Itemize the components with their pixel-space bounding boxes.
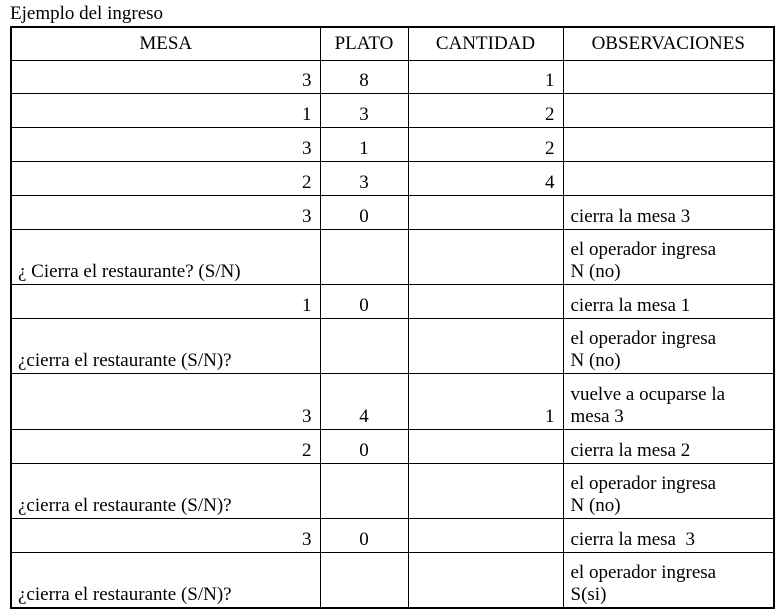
table-row bbox=[11, 319, 774, 374]
ingreso-table bbox=[10, 26, 775, 609]
table-row bbox=[11, 285, 774, 319]
header-observaciones: OBSERVACIONES bbox=[563, 27, 774, 60]
observaciones-line: S(si) bbox=[570, 584, 607, 605]
observaciones-line: cierra la mesa 1 bbox=[570, 295, 691, 317]
plato-cell: 3 bbox=[320, 94, 408, 128]
mesa-cell: 3 bbox=[11, 374, 320, 429]
mesa-cell: 2 bbox=[11, 429, 320, 463]
plato-cell: 3 bbox=[320, 162, 408, 196]
cantidad-cell bbox=[408, 285, 563, 319]
plato-cell: 0 bbox=[320, 519, 408, 553]
cantidad-cell: 4 bbox=[408, 162, 563, 196]
observaciones-cell bbox=[563, 162, 774, 196]
observaciones-line: cierra la mesa 2 bbox=[570, 439, 691, 461]
plato-cell: 0 bbox=[320, 429, 408, 463]
cantidad-cell: 2 bbox=[408, 128, 563, 162]
observaciones-cell bbox=[563, 519, 774, 553]
cantidad-cell bbox=[408, 319, 563, 374]
observaciones-line: cierra la mesa 3 bbox=[570, 529, 695, 550]
observaciones-line: N (no) bbox=[570, 495, 621, 517]
observaciones-cell bbox=[563, 128, 774, 162]
document-title: Ejemplo del ingreso bbox=[10, 3, 164, 24]
observaciones-line: el operador ingresa bbox=[570, 562, 717, 583]
observaciones-line: N (no) bbox=[570, 350, 621, 372]
observaciones-cell bbox=[563, 195, 774, 229]
observaciones-cell bbox=[563, 463, 774, 518]
observaciones-line: el operador ingresa bbox=[570, 328, 717, 350]
observaciones-cell bbox=[563, 319, 774, 374]
mesa-cell: ¿cierra el restaurante (S/N)? bbox=[11, 553, 320, 609]
observaciones-line: el operador ingresa bbox=[570, 473, 717, 495]
mesa-cell: 1 bbox=[11, 94, 320, 128]
observaciones-cell bbox=[563, 429, 774, 463]
mesa-cell: 2 bbox=[11, 162, 320, 196]
observaciones-line: el operador ingresa bbox=[570, 239, 717, 261]
observaciones-cell bbox=[563, 94, 774, 128]
table-row bbox=[11, 128, 774, 162]
observaciones-cell bbox=[563, 374, 774, 429]
cantidad-cell bbox=[408, 429, 563, 463]
observaciones-line: mesa 3 bbox=[570, 405, 624, 427]
plato-cell: 1 bbox=[320, 128, 408, 162]
table-row bbox=[11, 553, 774, 609]
mesa-cell: ¿cierra el restaurante (S/N)? bbox=[11, 463, 320, 518]
observaciones-cell bbox=[563, 60, 774, 94]
plato-cell bbox=[320, 229, 408, 284]
table-row bbox=[11, 60, 774, 94]
table-row bbox=[11, 162, 774, 196]
observaciones-cell bbox=[563, 553, 774, 609]
header-cantidad: CANTIDAD bbox=[408, 27, 563, 60]
cantidad-cell: 1 bbox=[408, 60, 563, 94]
mesa-cell: ¿cierra el restaurante (S/N)? bbox=[11, 319, 320, 374]
table-row bbox=[11, 195, 774, 229]
plato-cell: 8 bbox=[320, 60, 408, 94]
plato-cell bbox=[320, 463, 408, 518]
table-row bbox=[11, 229, 774, 284]
mesa-cell: 3 bbox=[11, 128, 320, 162]
cantidad-cell bbox=[408, 195, 563, 229]
mesa-cell: ¿ Cierra el restaurante? (S/N) bbox=[11, 229, 320, 284]
cantidad-cell: 2 bbox=[408, 94, 563, 128]
mesa-cell: 1 bbox=[11, 285, 320, 319]
observaciones-line: N (no) bbox=[570, 261, 621, 283]
observaciones-line: vuelve a ocuparse la bbox=[570, 383, 726, 405]
table-row bbox=[11, 94, 774, 128]
cantidad-cell bbox=[408, 463, 563, 518]
mesa-cell: 3 bbox=[11, 195, 320, 229]
cantidad-cell: 1 bbox=[408, 374, 563, 429]
cantidad-cell bbox=[408, 519, 563, 553]
observaciones-line: cierra la mesa 3 bbox=[570, 205, 691, 227]
table-row bbox=[11, 463, 774, 518]
table-header-row bbox=[11, 27, 774, 60]
mesa-cell: 3 bbox=[11, 519, 320, 553]
table-row bbox=[11, 429, 774, 463]
mesa-cell: 3 bbox=[11, 60, 320, 94]
observaciones-cell bbox=[563, 285, 774, 319]
table-row bbox=[11, 374, 774, 429]
table-row bbox=[11, 519, 774, 553]
plato-cell: 0 bbox=[320, 195, 408, 229]
plato-cell: 0 bbox=[320, 285, 408, 319]
plato-cell bbox=[320, 553, 408, 609]
plato-cell bbox=[320, 319, 408, 374]
header-plato: PLATO bbox=[320, 27, 408, 60]
header-mesa: MESA bbox=[11, 27, 320, 60]
observaciones-cell bbox=[563, 229, 774, 284]
plato-cell: 4 bbox=[320, 374, 408, 429]
cantidad-cell bbox=[408, 229, 563, 284]
cantidad-cell bbox=[408, 553, 563, 609]
